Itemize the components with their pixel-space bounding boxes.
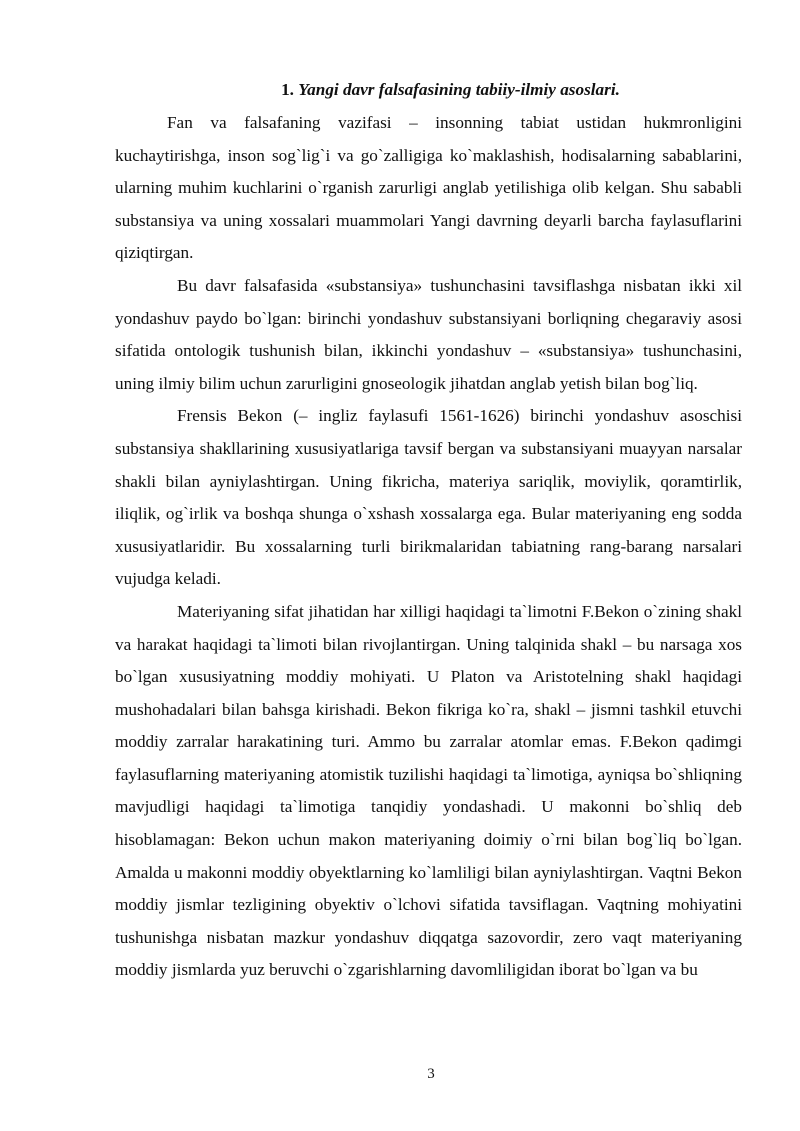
page-content [115, 75, 742, 987]
page-number: 3 [427, 1066, 435, 1082]
paragraph-2: Bu davr falsafasida «substansiya» tushunchasini tavsiflashga nisbatan ikki xil yondashuv paydo bo`lgan: birinchi yondashuv substansiyani borliqning chegaraviy asosi sifatida ontologik tushunish bilan, ikkinchi yondashuv – «substansiya» tushunchasini, uning ilmiy bilim uchun zarurligini gnoseologik jihatdan anglab yetish bilan bog`liq. [115, 275, 742, 393]
section-number: 1. [281, 80, 294, 99]
section-heading [115, 75, 742, 105]
section-title: Yangi davr falsafasining tabiiy-ilmiy asoslari. [298, 80, 620, 99]
paragraph-4: Materiyaning sifat jihatidan har xilligi haqidagi ta`limotni F.Bekon o`zining shakl va harakat haqidagi ta`limoti bilan rivojlantirgan. Uning talqinida shakl – bu narsaga xos bo`lgan xususiyatning moddiy mohiyati. U Platon va Aristotelning shakl haqidagi mushohadalari bilan bahsga kirishadi. Bekon fikriga ko`ra, shakl – jismni tashkil etuvchi moddiy zarralar harakatining turi. Ammo bu zarralar atomlar emas. F.Bekon qadimgi faylasuflarning materiyaning atomistik tuzilishi haqidagi ta`limotiga, ayniqsa bo`shliqning mavjudligi haqidagi ta`limotiga tanqidiy yondashadi. U makonni bo`shliq deb hisoblamagan: Bekon uchun makon materiyaning doimiy o`rni bilan bog`liq bo`lgan. Amalda u makonni moddiy obyektlarning ko`lamliligi bilan ayniylashtirgan. Vaqtni Bekon moddiy jismlar tezligining obyektiv o`lchovi sifatida tavsiflagan. Vaqtning mohiyatini tushunishga nisbatan mazkur yondashuv diqqatga sazovordir, zero vaqt materiyaning moddiy jismlarda yuz beruvchi o`zgarishlarning davomliligidan iborat bo`lgan va bu [115, 601, 742, 980]
paragraph-3: Frensis Bekon (– ingliz faylasufi 1561-1626) birinchi yondashuv asoschisi substansiya shakllarining xususiyatlariga tavsif bergan va substansiyani muayyan narsalar shakli bilan ayniylashtirgan. Uning fikricha, materiya sariqlik, moviylik, qoramtirlik, iliqlik, og`irlik va boshqa shunga o`xshash xossalarga ega. Bular materiyaning eng sodda xususiyatlaridir. Bu xossalarning turli birikmalaridan tabiatning rang-barang narsalari vujudga keladi. [115, 406, 742, 589]
paragraph-1: Fan va falsafaning vazifasi – insonning tabiat ustidan hukmronligini kuchaytirishga, inson sog`lig`i va go`zalligiga ko`maklashish, hodisalarning sabablarini, ularning muhim kuchlarini o`rganish zarurligi anglab yetilishiga olib kelgan. Shu sababli substansiya va uning xossalari muammolari Yangi davrning deyarli barcha faylasuflarini qiziqtirgan. [115, 113, 742, 263]
